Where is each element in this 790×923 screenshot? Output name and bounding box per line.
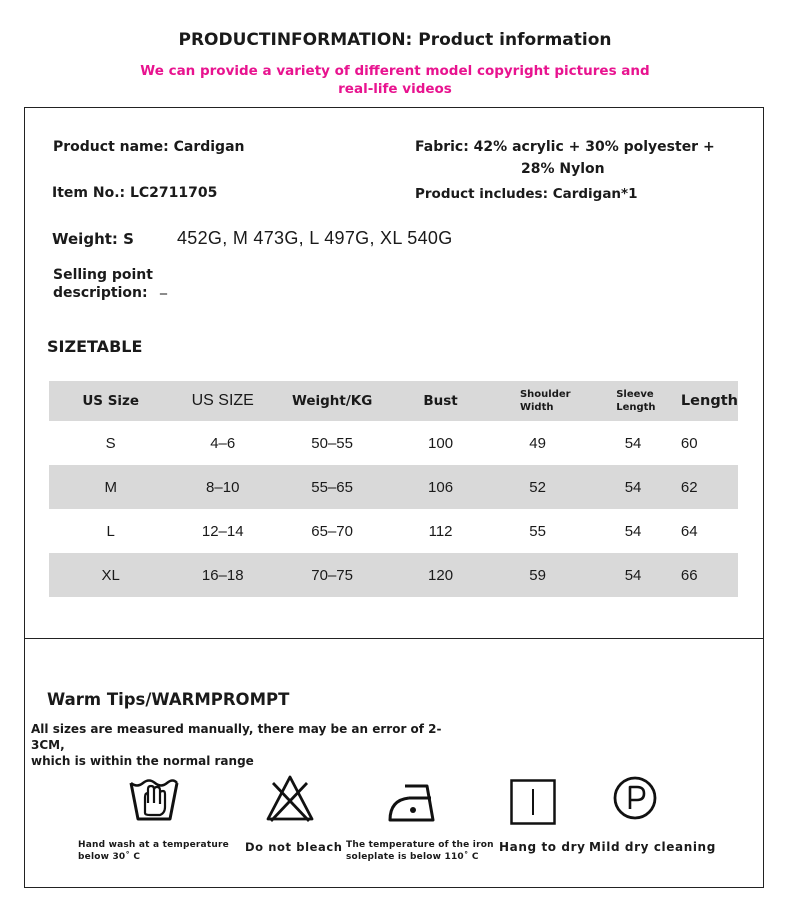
iron-icon: [387, 782, 443, 826]
cell-sleeve: 54: [624, 522, 642, 540]
warm-tips-title: Warm Tips/WARMPROMPT: [47, 690, 290, 709]
weight-label: Weight: S: [52, 230, 134, 248]
cell-weight: 70–75: [311, 566, 353, 584]
iron-line-1: The temperature of the iron: [346, 840, 494, 850]
hang-dry-icon: [510, 779, 556, 825]
selling-label-line-1: Selling point: [53, 267, 153, 283]
tips-line-2: which is within the normal range: [31, 754, 254, 768]
cell-us-size: 4–6: [210, 434, 236, 452]
cell-sleeve: 54: [624, 566, 642, 584]
do-not-bleach-icon: [265, 773, 315, 823]
cell-length: 64: [680, 522, 698, 540]
hand-wash-label: [78, 839, 229, 863]
header-bust: Bust: [423, 393, 458, 409]
size-table: [49, 381, 738, 597]
page-subtitle: [0, 62, 790, 98]
product-name: Product name: Cardigan: [53, 139, 245, 155]
sleeve-line-1: Sleeve: [616, 389, 654, 400]
item-number: Item No.: LC2711705: [52, 185, 218, 201]
table-row: [49, 509, 738, 553]
cell-length: 60: [680, 434, 698, 452]
cell-size: XL: [101, 566, 120, 584]
cell-weight: 50–55: [311, 434, 353, 452]
table-row: [49, 465, 738, 509]
cell-us-size: 16–18: [201, 566, 244, 584]
table-row: [49, 553, 738, 597]
cell-weight: 55–65: [311, 478, 353, 496]
product-includes: Product includes: Cardigan*1: [415, 186, 638, 202]
cell-bust: 112: [428, 522, 453, 540]
hand-wash-line-2: below 30˚ C: [78, 852, 141, 862]
shoulder-line-2: Width: [519, 402, 554, 413]
selling-label-line-2: description:: [53, 285, 148, 301]
selling-point-value: _: [160, 279, 167, 295]
tips-line-1: All sizes are measured manually, there may be an error of 2-3CM,: [31, 722, 442, 752]
header-sleeve-length: [585, 381, 681, 421]
cell-shoulder: 52: [529, 478, 546, 496]
iron-label: [346, 839, 494, 863]
fabric-line-2: 28% Nylon: [521, 161, 605, 177]
dry-clean-icon: [612, 775, 658, 821]
warm-tips-text: [31, 721, 471, 769]
page-title: PRODUCTINFORMATION: Product information: [178, 30, 612, 50]
cell-bust: 100: [428, 434, 454, 452]
header-us-size-upper: US SIZE: [191, 392, 254, 409]
dry-clean-label: Mild dry cleaning: [589, 840, 716, 854]
cell-bust: 120: [428, 566, 454, 584]
cell-shoulder: 59: [529, 566, 546, 584]
size-table-title: SIZETABLE: [47, 337, 143, 356]
subtitle-line-1: We can provide a variety of different model copyright pictures and: [140, 63, 650, 79]
cell-us-size: 8–10: [206, 478, 240, 496]
header-length: Length: [680, 393, 738, 409]
iron-line-2: soleplate is below 110˚ C: [346, 852, 479, 862]
cell-size: S: [105, 434, 116, 452]
size-table-header-row: [49, 381, 738, 421]
hand-wash-line-1: Hand wash at a temperature: [78, 840, 229, 850]
cell-sleeve: 54: [624, 434, 642, 452]
fabric: [415, 136, 715, 180]
sleeve-line-2: Length: [616, 402, 656, 413]
cell-length: 66: [680, 566, 698, 584]
cell-shoulder: 49: [529, 434, 546, 452]
shoulder-line-1: Shoulder: [519, 389, 571, 400]
weight-values: 452G, M 473G, L 497G, XL 540G: [177, 228, 453, 248]
cell-size: M: [104, 478, 117, 496]
cell-sleeve: 54: [624, 478, 642, 496]
selling-point-label: [53, 266, 153, 302]
cell-weight: 65–70: [311, 522, 353, 540]
subtitle-line-2: real-life videos: [338, 81, 452, 97]
hang-dry-label: Hang to dry: [499, 840, 586, 854]
header-weight: Weight/KG: [291, 393, 373, 409]
header-shoulder-width: [490, 381, 585, 421]
cell-us-size: 12–14: [201, 522, 244, 540]
fabric-line-1: Fabric: 42% acrylic + 30% polyester +: [415, 139, 715, 155]
hand-wash-icon: [128, 773, 180, 825]
cell-length: 62: [680, 478, 698, 496]
cell-bust: 106: [428, 478, 454, 496]
cell-shoulder: 55: [529, 522, 546, 540]
do-not-bleach-label: Do not bleach: [245, 840, 343, 854]
header-us-size: US Size: [82, 393, 140, 409]
table-row: [49, 421, 738, 465]
cell-size: L: [106, 522, 115, 540]
